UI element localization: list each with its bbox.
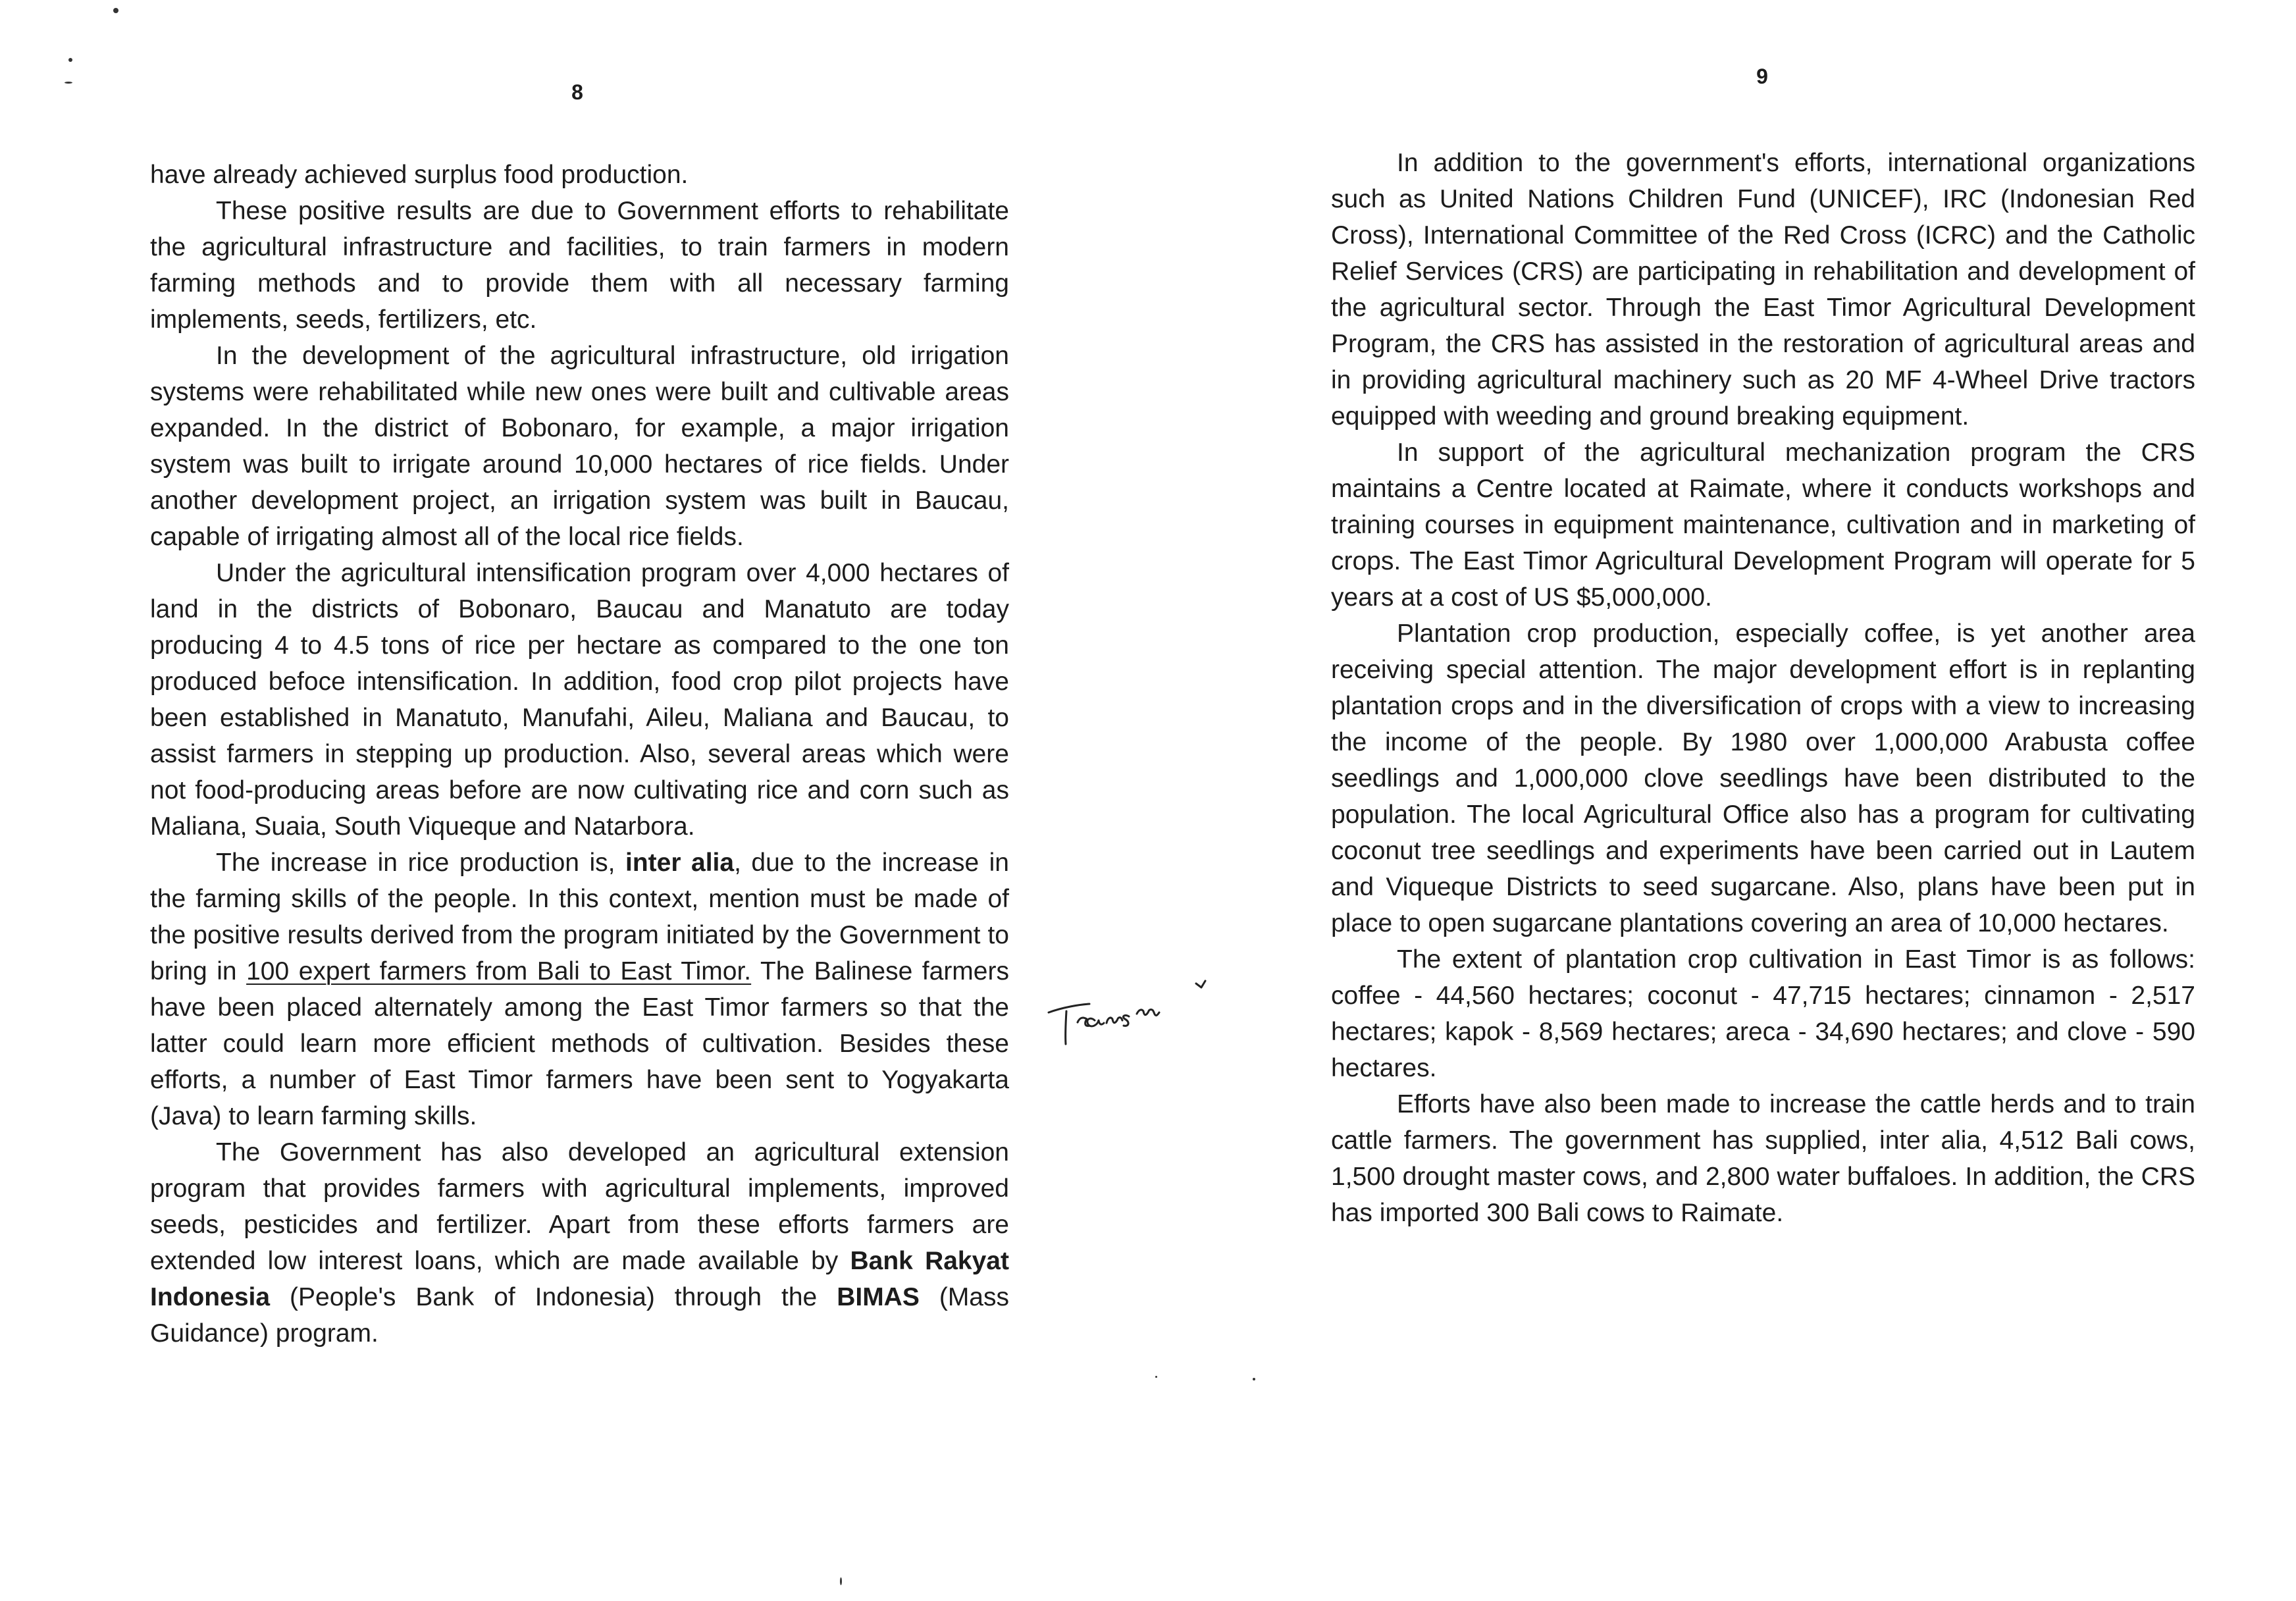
left-paragraph-6-part-c: (People's Bank of Indonesia) through the — [290, 1283, 818, 1311]
left-paragraph-6-part-e: (Mass Guidance) program. — [150, 1283, 1009, 1348]
left-paragraph-2: These positive results are due to Government efforts to rehabilitate the agricultural infrastructure and facilities, to train farmers in modern farming methods and to provide them with all necessary farming implements, seeds, fertilizers, etc. — [150, 197, 1009, 334]
left-page-body — [150, 157, 1009, 1352]
left-paragraph-3: In the development of the agricultural infrastructure, old irrigation systems were rehabilitated while new ones were built and cultivable areas expanded. In the district of Bobonaro, for example, a major irrigation system was built to irrigate around 10,000 hectares of rice fields. Under another development project, an irrigation system was built in Baucau, capable of irrigating almost all of the local rice fields. — [150, 342, 1009, 551]
inter-alia-bold: inter alia — [625, 849, 735, 877]
left-paragraph-6 — [150, 1134, 1009, 1352]
bimas-bold: BIMAS — [837, 1283, 920, 1311]
scan-speck — [840, 1577, 842, 1585]
svg-text:Transm: Transm — [1043, 1062, 1046, 1063]
left-paragraph-1: have already achieved surplus food production. — [150, 161, 689, 189]
left-paragraph-5-part-e: The Balinese farmers have been placed alternately among the East Timor farmers so that the latter could learn more efficient methods of cultivation. Besides these efforts, a number of East Timor farmers have been sent to Yogyakarta (Java) to learn farming skills. — [150, 957, 1009, 1130]
scan-speck — [68, 58, 72, 62]
right-paragraph-4: The extent of plantation crop cultivation in East Timor is as follows: coffee - 44,560 hectares; coconut - 47,715 hectares; cinnamon - 2,517 hectares; kapok - 8,569 hectares; areca - 34,690 hectares; and clove - 590 hectares. — [1331, 945, 2195, 1082]
handwriting-icon — [1043, 973, 1214, 1065]
left-paragraph-5 — [150, 845, 1009, 1134]
left-paragraph-5-part-c: , due to the increase in the farming skills of the people. In this context, mention must be made of the positive results derived from the program initiated by the Government to bring in — [150, 849, 1009, 985]
right-page-number: 9 — [1756, 65, 1768, 88]
scan-speck — [65, 82, 72, 84]
left-page-number: 8 — [571, 80, 583, 104]
bank-rakyat-bold: Bank Rakyat Indonesia — [150, 1247, 1009, 1311]
right-paragraph-3: Plantation crop production, especially coffee, is yet another area receiving special attention. The major development effort is in replanting plantation crops and in the diversification of crops with a view to increasing the income of the people. By 1980 over 1,000,000 Arabusta coffee seedlings and 1,000,000 clove seedlings have been distributed to the population. The local Agricultural Office also has a program for cultivating coconut tree seedlings and experiments have been carried out in Lautem and Viqueque Districts to seed sugarcane. Also, plans have been put in place to open sugarcane plantations covering an area of 10,000 hectares. — [1331, 619, 2195, 937]
right-page-body — [1331, 145, 2195, 1231]
underlined-phrase: 100 expert farmers from Bali to East Timor. — [246, 957, 752, 985]
right-paragraph-2: In support of the agricultural mechanization program the CRS maintains a Centre located at Raimate, where it conducts workshops and training courses in equipment maintenance, cultivation and in marketing of crops. The East Timor Agricultural Development Program will operate for 5 years at a cost of US $5,000,000. — [1331, 438, 2195, 612]
scan-speck — [1155, 1376, 1157, 1378]
scan-speck — [1253, 1378, 1255, 1380]
left-paragraph-5-part-a: The increase in rice production is, — [216, 849, 615, 877]
handwritten-margin-note — [1043, 973, 1214, 1068]
right-paragraph-5: Efforts have also been made to increase the cattle herds and to train cattle farmers. The government has supplied, inter alia, 4,512 Bali cows, 1,500 drought master cows, and 2,800 water buffaloes. In addition, the CRS has imported 300 Bali cows to Raimate. — [1331, 1090, 2195, 1227]
right-paragraph-1: In addition to the government's efforts, international organizations such as United Nations Children Fund (UNICEF), IRC (Indonesian Red Cross), International Committee of the Red Cross (ICRC) and the Catholic Relief Services (CRS) are participating in rehabilitation and development of the agricultural sector. Through the East Timor Agricultural Development Program, the CRS has assisted in the restoration of agricultural areas and in providing agricultural machinery such as 20 MF 4-Wheel Drive tractors equipped with weeding and ground breaking equipment. — [1331, 149, 2195, 431]
left-paragraph-4: Under the agricultural intensification program over 4,000 hectares of land in the districts of Bobonaro, Baucau and Manatuto are today producing 4 to 4.5 tons of rice per hectare as compared to the one ton produced befoce intensification. In addition, food crop pilot projects have been established in Manatuto, Manufahi, Aileu, Maliana and Baucau, to assist farmers in stepping up production. Also, several areas which were not food-producing areas before are now cultivating rice and corn such as Maliana, Suaia, South Viqueque and Natarbora. — [150, 559, 1009, 841]
scan-speck — [113, 8, 118, 13]
left-paragraph-6-part-a: The Government has also developed an agricultural extension program that provides farmers with agricultural implements, improved seeds, pesticides and fertilizer. Apart from these efforts farmers are extended low interest loans, which are made available by — [150, 1138, 1009, 1275]
